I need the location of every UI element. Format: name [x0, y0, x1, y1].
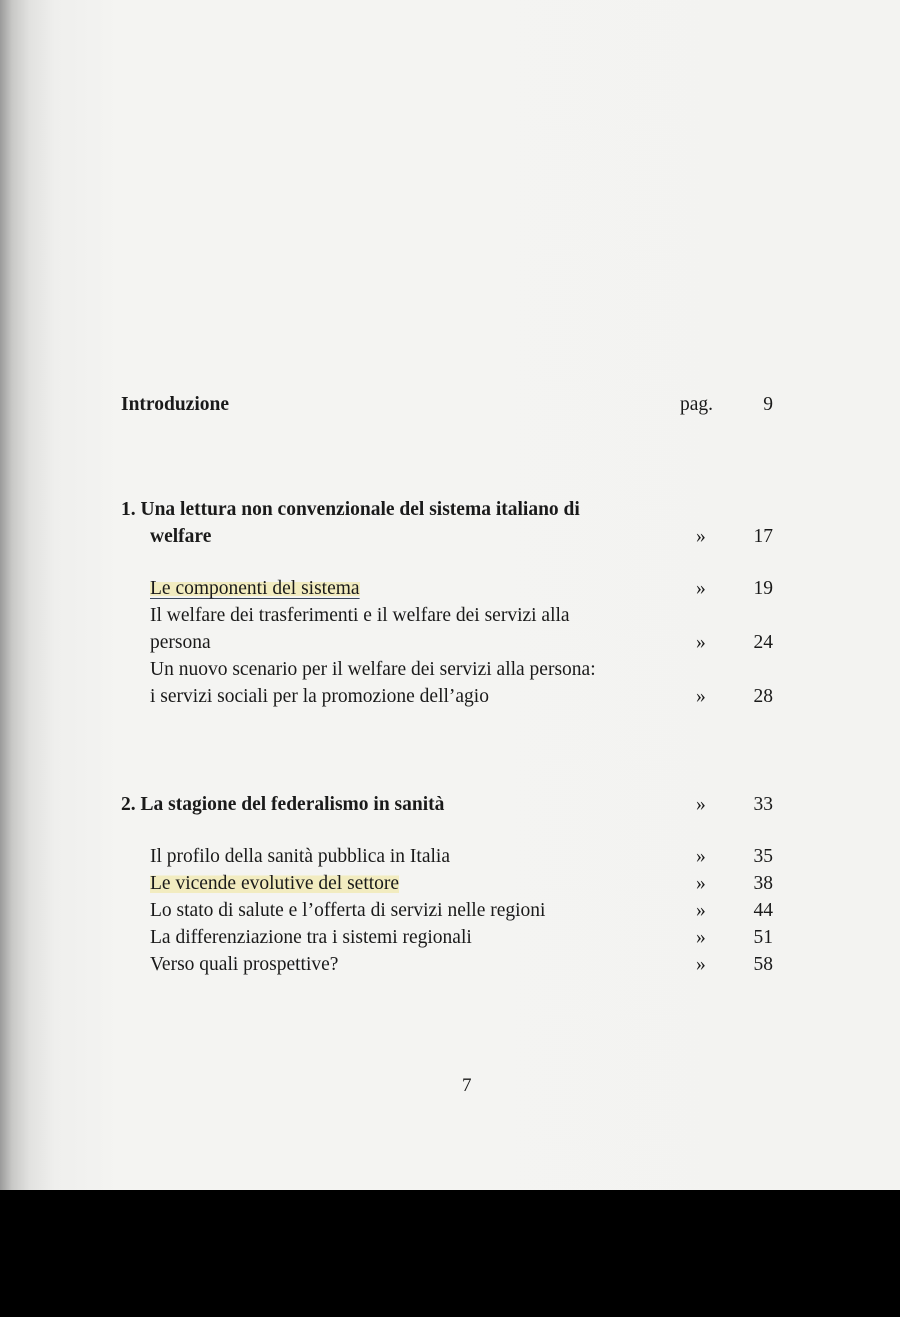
toc-entry	[0, 897, 900, 924]
entry-title-cont: i servizi sociali per la promozione dell’agio	[150, 686, 489, 707]
entry-title-cont: persona	[150, 632, 211, 653]
chapter-1-heading	[0, 496, 900, 523]
toc-entry	[0, 951, 900, 978]
leader-mark: »	[696, 873, 706, 894]
page-number: 35	[753, 846, 773, 867]
chapter-title-cont: welfare	[150, 526, 212, 547]
toc-entry	[0, 870, 900, 897]
toc-entry	[0, 843, 900, 870]
entry-title: Un nuovo scenario per il welfare dei servizi alla persona:	[150, 659, 596, 680]
leader-mark: »	[696, 578, 706, 599]
leader-mark: »	[696, 794, 706, 815]
entry-title: Introduzione	[121, 394, 229, 415]
leader-mark: »	[696, 900, 706, 921]
page-number: 28	[753, 686, 773, 707]
entry-title: La differenziazione tra i sistemi regionali	[150, 927, 472, 948]
page-number: 33	[753, 794, 773, 815]
chapter-title: 1. Una lettura non convenzionale del sistema italiano di	[121, 499, 580, 520]
page-number: 17	[753, 526, 773, 547]
page-folio: 7	[462, 1075, 472, 1096]
page-number: 38	[753, 873, 773, 894]
leader-mark: »	[696, 632, 706, 653]
chapter-title: 2. La stagione del federalismo in sanità	[121, 794, 445, 815]
entry-title: Lo stato di salute e l’offerta di servizi nelle regioni	[150, 900, 546, 921]
toc-entry-introduction	[0, 391, 900, 418]
toc-entry	[0, 656, 900, 683]
entry-title: Il welfare dei trasferimenti e il welfare dei servizi alla	[150, 605, 570, 626]
page-number: 19	[753, 578, 773, 599]
toc-entry	[0, 924, 900, 951]
toc-entry-cont	[0, 629, 900, 656]
page-number: 58	[753, 954, 773, 975]
entry-title: Le vicende evolutive del settore	[150, 870, 399, 897]
chapter-1-heading-cont	[0, 523, 900, 550]
toc-entry	[0, 575, 900, 602]
entry-title	[150, 575, 360, 602]
leader-mark: »	[696, 954, 706, 975]
page-number: 9	[763, 394, 773, 415]
page-number: 51	[753, 927, 773, 948]
page-label: pag.	[680, 394, 714, 415]
entry-title: Il profilo della sanità pubblica in Italia	[150, 846, 450, 867]
page-number: 44	[753, 900, 773, 921]
leader-mark: »	[696, 927, 706, 948]
chapter-2-heading	[0, 791, 900, 818]
toc-entry-cont	[0, 683, 900, 710]
leader-mark: »	[696, 846, 706, 867]
leader-mark: »	[696, 526, 706, 547]
entry-title: Verso quali prospettive?	[150, 954, 339, 975]
leader-mark: »	[696, 686, 706, 707]
entry-text: Le componenti del sistema	[150, 578, 360, 599]
toc-entry	[0, 602, 900, 629]
page-number: 24	[753, 632, 773, 653]
